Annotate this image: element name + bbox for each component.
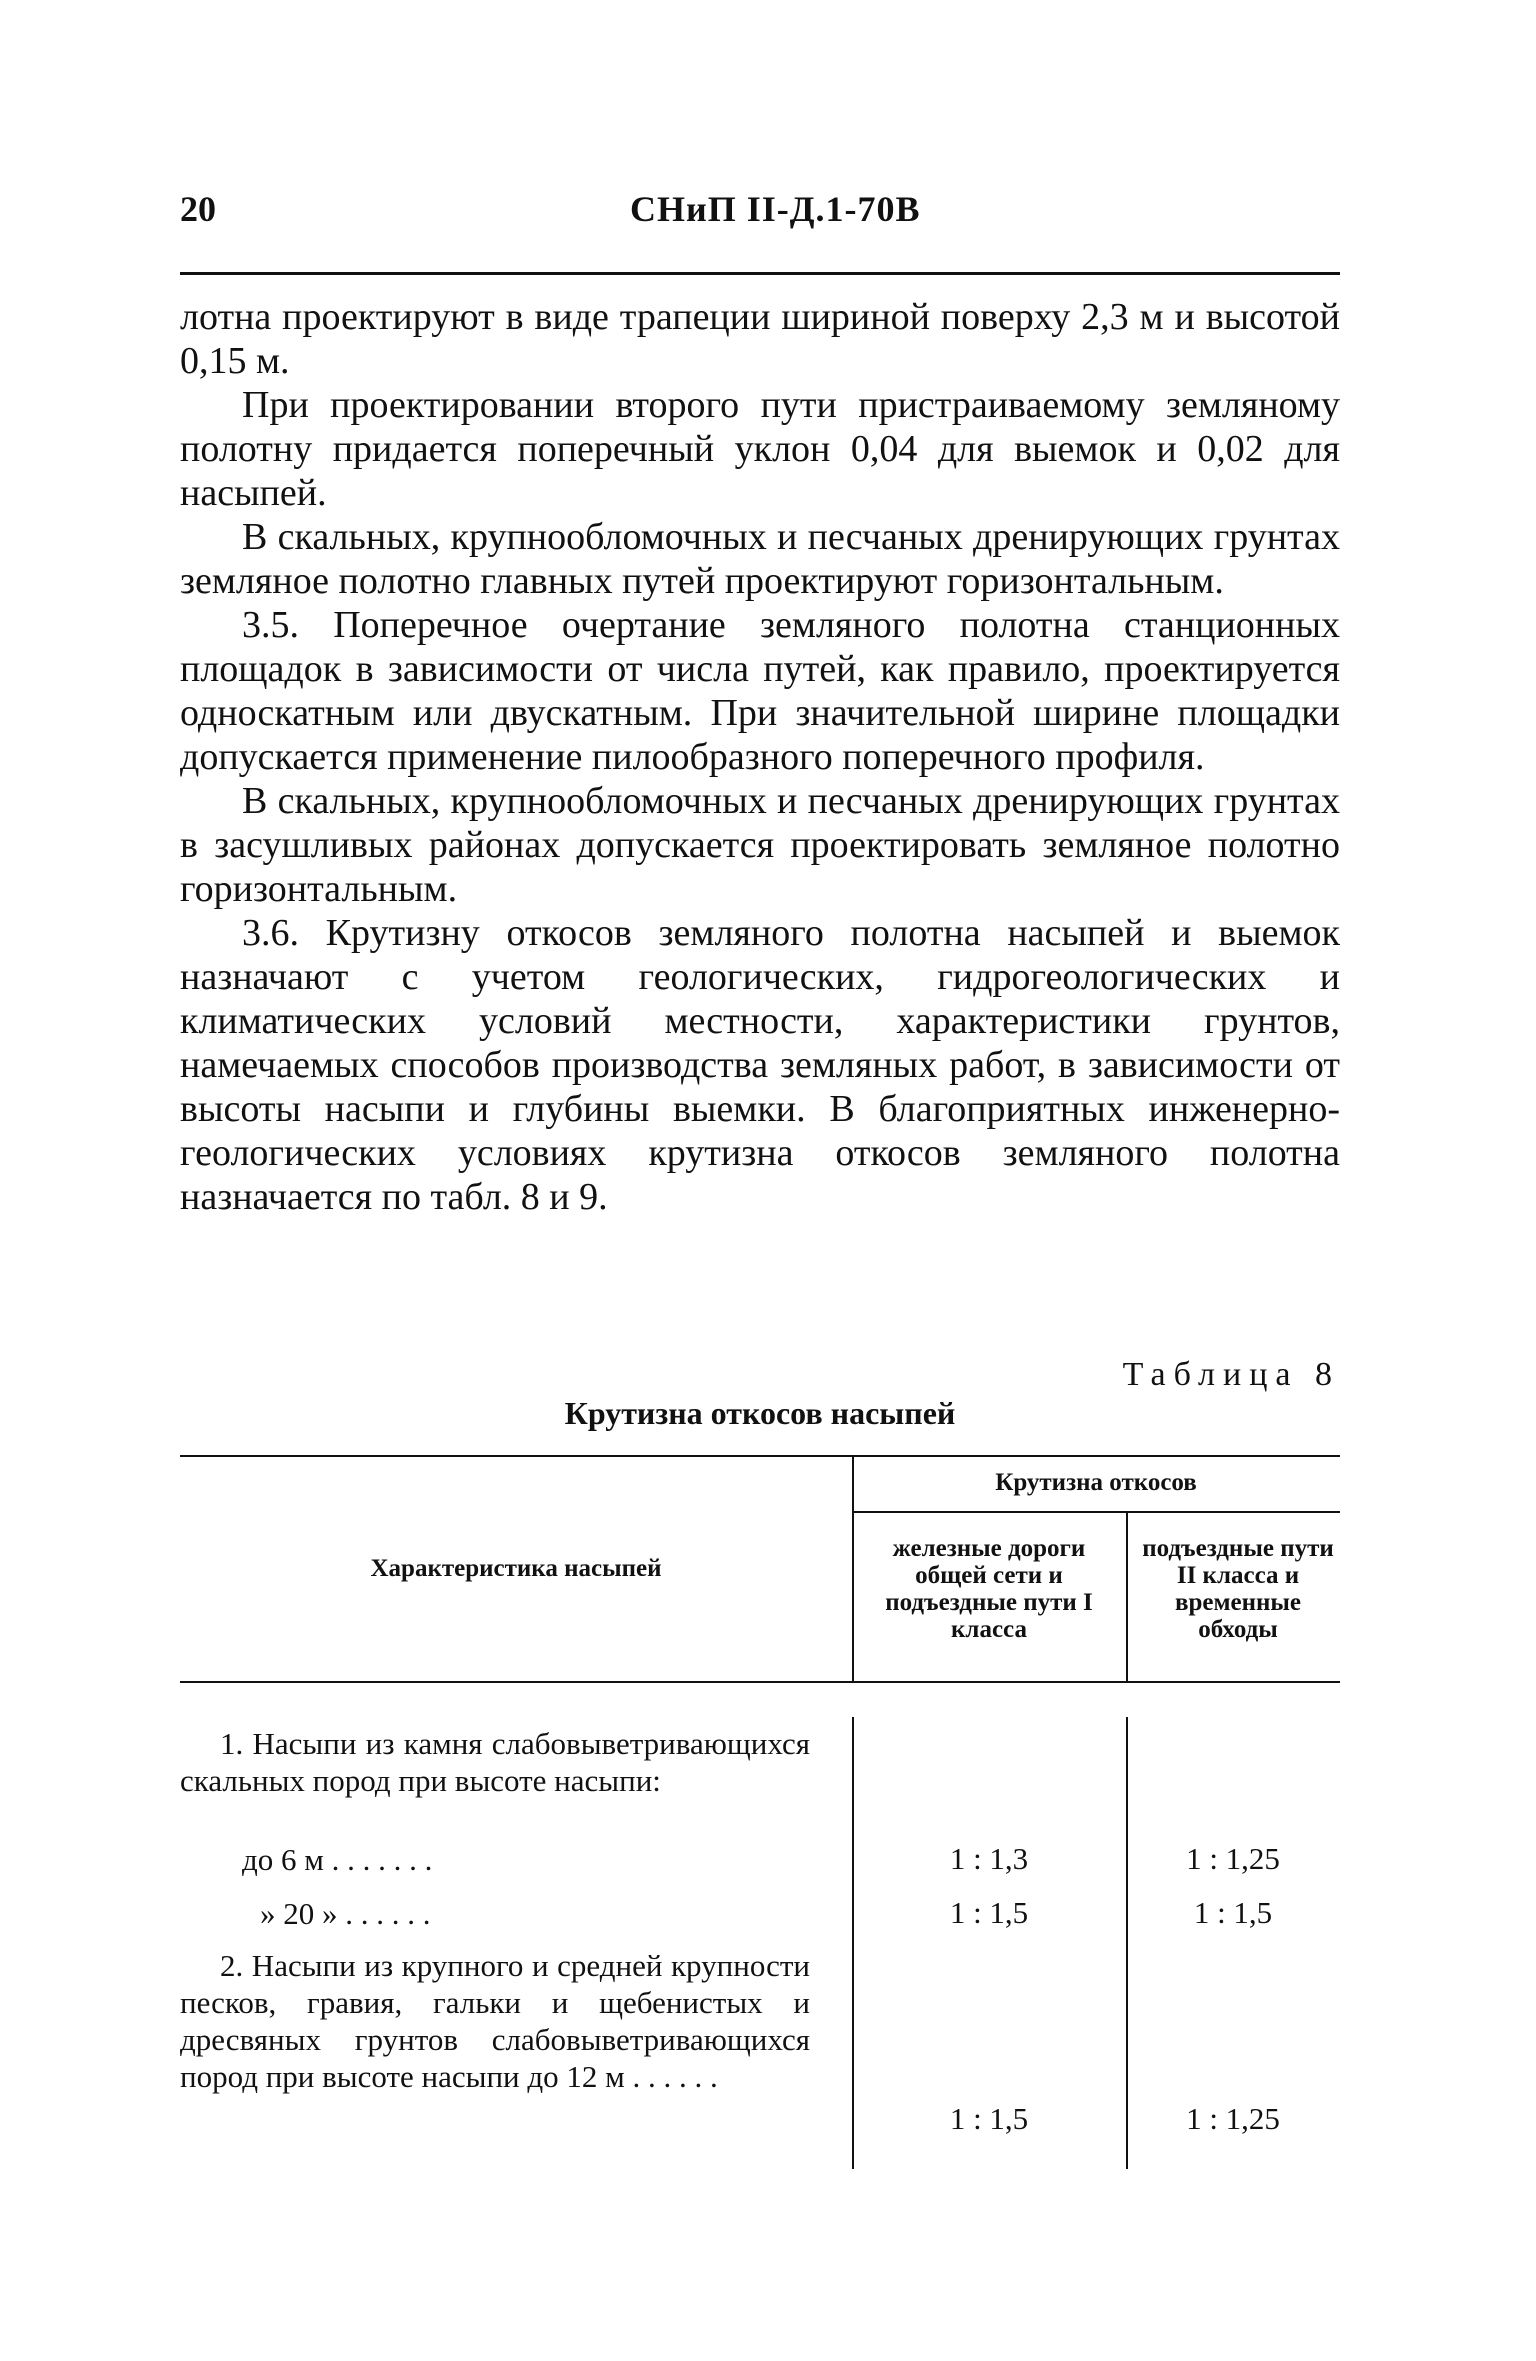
- header-rule: [180, 272, 1340, 275]
- page-number: 20: [180, 189, 216, 229]
- table-row-2-text: до 6 м . . . . . . .: [242, 1842, 433, 1877]
- table-top-rule: [180, 1455, 1340, 1457]
- paragraph-3: В скальных, крупнообломочных и песчаных дренирующих грунтах земляное полотно главных путей проектируют горизонтальным.: [180, 516, 1340, 602]
- page-header: [180, 188, 1340, 238]
- slope-table: [180, 1455, 1340, 2175]
- table-row-4-text: 2. Насыпи из крупного и средней крупности песков, гравия, гальки и щебенистых и дресвяных грунтов слабовыветривающихся пород при высоте насыпи до 12 м . . . . . .: [180, 1948, 810, 2094]
- table-row-3-value-2: 1 : 1,5: [1193, 1895, 1273, 1930]
- paragraph-3-5: 3.5. Поперечное очертание земляного полотна станционных площадок в зависимости от числа путей, как правило, проектируется односкатным или двускатным. При значительной ширине площадки допускается применение пилообразного поперечного профиля.: [180, 604, 1340, 778]
- table-row-3-value-1: 1 : 1,5: [949, 1895, 1029, 1930]
- table-row-2-value-2: 1 : 1,25: [1186, 1841, 1280, 1876]
- table-label: Таблица 8: [1122, 1356, 1340, 1393]
- header-bottom-rule: [180, 1681, 1340, 1683]
- document-code: СНиП II-Д.1-70В: [630, 189, 921, 229]
- table-row-1-text: 1. Насыпи из камня слабовыветривающихся скальных пород при высоте насыпи:: [180, 1726, 810, 1798]
- body-text: [180, 295, 1340, 1219]
- table-row-2-value-1: 1 : 1,3: [949, 1841, 1029, 1876]
- table-row-3-text: » 20 » . . . . . .: [260, 1896, 431, 1931]
- col-header-characteristic: Характеристика насыпей: [370, 1555, 662, 1582]
- paragraph-3-6: 3.6. Крутизну откосов земляного полотна насыпей и выемок назначают с учетом геологических, гидрогеологических и климатических условий местности, характеристики грунтов, намечаемых способов производства земляных работ, в зависимости от высоты насыпи и глубины выемки. В благоприятных инженерно-геологических условиях крутизна откосов земляного полотна назначается по табл. 8 и 9.: [180, 912, 1340, 1218]
- paragraph-5: В скальных, крупнообломочных и песчаных дренирующих грунтах в засушливых районах допускается проектировать земляное полотно горизонтальным.: [180, 780, 1340, 910]
- paragraph-1: лотна проектируют в виде трапеции шириной поверху 2,3 м и высотой 0,15 м.: [180, 296, 1340, 382]
- paragraph-2: При проектировании второго пути пристраиваемому земляному полотну придается поперечный уклон 0,04 для выемок и 0,02 для насыпей.: [180, 384, 1340, 514]
- col-header-general-railways: железные дороги общей сети и подъездные пути I класса: [885, 1535, 1093, 1643]
- header-divider-2: [1126, 1511, 1128, 1681]
- table-row-4-value-1: 1 : 1,5: [949, 2101, 1029, 2136]
- group-header-rule: [852, 1511, 1340, 1513]
- table-row-4-value-2: 1 : 1,25: [1186, 2101, 1280, 2136]
- group-header-slope: Крутизна откосов: [995, 1469, 1197, 1496]
- col-header-access-tracks: подъездные пути II класса и временные обходы: [1142, 1535, 1334, 1643]
- table-title: Крутизна откосов насыпей: [564, 1395, 956, 1431]
